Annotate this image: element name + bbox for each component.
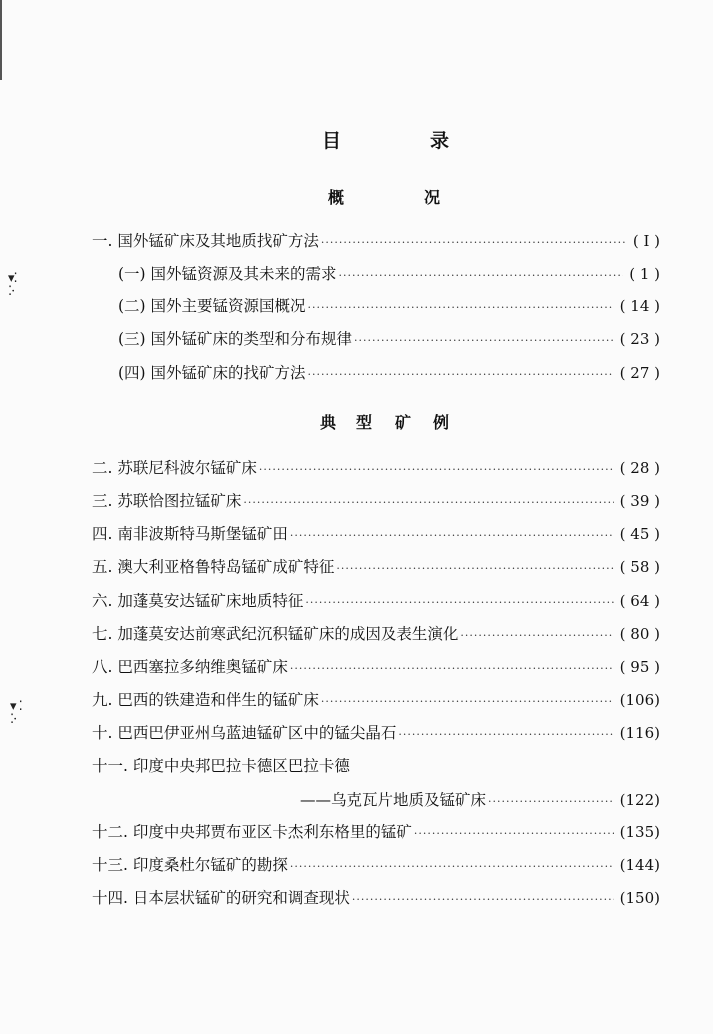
toc-entry-title: (四) 国外锰矿床的找矿方法 <box>118 364 306 382</box>
dot-leader <box>259 463 614 476</box>
dot-leader <box>398 728 613 741</box>
dot-leader <box>321 236 627 249</box>
dot-leader <box>488 795 614 808</box>
toc-entry-page: ( 27 ) <box>619 364 660 382</box>
dot-leader <box>290 860 614 873</box>
toc-entry-page: ( 58 ) <box>619 558 660 576</box>
toc-entry-page: ( 23 ) <box>619 330 660 348</box>
toc-entry-title: 三. 苏联恰图拉锰矿床 <box>92 492 242 510</box>
dot-leader <box>321 695 614 708</box>
dot-leader <box>336 562 613 575</box>
toc-entry[interactable] <box>92 229 660 255</box>
toc-entry-title: 九. 巴西的铁建造和伴生的锰矿床 <box>92 691 319 709</box>
toc-entry-page: ( 1 ) <box>629 265 660 283</box>
toc-entry-page: ( I ) <box>632 232 660 250</box>
toc-entry[interactable] <box>92 754 660 780</box>
dot-leader <box>354 334 614 347</box>
toc-entry[interactable] <box>92 655 660 681</box>
toc-entry-page: (122) <box>619 791 660 809</box>
toc-entry-page: ( 14 ) <box>619 297 660 315</box>
toc-entry[interactable] <box>92 886 660 912</box>
toc-entry-title: 七. 加蓬莫安达前寒武纪沉积锰矿床的成因及表生演化 <box>92 625 459 643</box>
toc-entry-page: ( 39 ) <box>619 492 660 510</box>
toc-entry-title: 十三. 印度桑杜尔锰矿的勘探 <box>92 856 288 874</box>
toc-entry-title: (二) 国外主要锰资源国概况 <box>118 297 306 315</box>
toc-entry-page: (135) <box>619 823 660 841</box>
toc-entry-page: (116) <box>619 724 660 742</box>
dot-leader <box>308 301 614 314</box>
section-heading-char: 概 <box>328 188 345 207</box>
dot-leader <box>460 629 613 642</box>
toc-title-char: 目 <box>322 130 342 152</box>
toc-entry[interactable] <box>92 522 660 548</box>
toc-entry[interactable] <box>92 456 660 482</box>
toc-entry-page: ( 28 ) <box>619 459 660 477</box>
toc-entry-page: ( 95 ) <box>619 658 660 676</box>
toc-entry-page: ( 64 ) <box>619 592 660 610</box>
toc-entry-title: 十. 巴西巴伊亚州乌蓝迪锰矿区中的锰尖晶石 <box>92 724 397 742</box>
section-heading-char: 典 <box>320 413 337 432</box>
dot-leader <box>339 269 624 282</box>
dot-leader <box>290 529 614 542</box>
toc-entry-title: 二. 苏联尼科波尔锰矿床 <box>92 459 257 477</box>
toc-entry-title: 四. 南非波斯特马斯堡锰矿田 <box>92 525 288 543</box>
toc-entry-page: (150) <box>619 889 660 907</box>
toc-entry-title: 五. 澳大利亚格鲁特岛锰矿成矿特征 <box>92 558 335 576</box>
toc-entry[interactable] <box>92 721 660 747</box>
section-heading-char: 例 <box>433 413 450 432</box>
dot-leader <box>305 596 613 609</box>
margin-scribble-mark: ▾ ⁚ ⁚· <box>10 699 22 727</box>
toc-entry-continuation[interactable] <box>300 788 660 814</box>
toc-entry-title: 十一. 印度中央邦巴拉卡德区巴拉卡德 <box>92 757 350 775</box>
toc-entry-page: ( 80 ) <box>619 625 660 643</box>
section-heading-char: 矿 <box>395 413 412 432</box>
toc-entry[interactable] <box>92 820 660 846</box>
toc-entry-page: ( 45 ) <box>619 525 660 543</box>
toc-entry[interactable] <box>92 589 660 615</box>
toc-entry-title: 十四. 日本层状锰矿的研究和调查现状 <box>92 889 350 907</box>
toc-entry[interactable] <box>118 294 660 320</box>
toc-entry-title: 六. 加蓬莫安达锰矿床地质特征 <box>92 592 304 610</box>
toc-entry[interactable] <box>92 688 660 714</box>
toc-entry[interactable] <box>92 622 660 648</box>
section-heading-char: 况 <box>424 188 441 207</box>
toc-entry-title: 十二. 印度中央邦贾布亚区卡杰利东格里的锰矿 <box>92 823 412 841</box>
toc-entry-title: (一) 国外锰资源及其未来的需求 <box>118 265 337 283</box>
toc-entry-title: 一. 国外锰矿床及其地质找矿方法 <box>92 232 319 250</box>
toc-entry[interactable] <box>92 853 660 879</box>
toc-entry[interactable] <box>92 555 660 581</box>
toc-title-char: 录 <box>430 130 450 152</box>
dot-leader <box>352 893 614 906</box>
binding-edge-line <box>0 0 2 80</box>
toc-entry[interactable] <box>118 327 660 353</box>
dot-leader <box>243 496 613 509</box>
section-heading-char: 型 <box>356 413 373 432</box>
toc-entry[interactable] <box>118 262 660 288</box>
toc-entry-title: (三) 国外锰矿床的类型和分布规律 <box>118 330 353 348</box>
margin-scribble-mark: ▾⁚ ⁚· <box>8 271 17 299</box>
toc-entry-page: (144) <box>619 856 660 874</box>
dot-leader <box>290 662 614 675</box>
dot-leader <box>414 827 614 840</box>
toc-entry[interactable] <box>118 361 660 387</box>
toc-entry-title: 八. 巴西塞拉多纳维奥锰矿床 <box>92 658 288 676</box>
toc-entry-page: (106) <box>619 691 660 709</box>
dot-leader <box>308 368 614 381</box>
toc-entry[interactable] <box>92 489 660 515</box>
toc-entry-title: ——乌克瓦片地质及锰矿床 <box>300 791 487 809</box>
